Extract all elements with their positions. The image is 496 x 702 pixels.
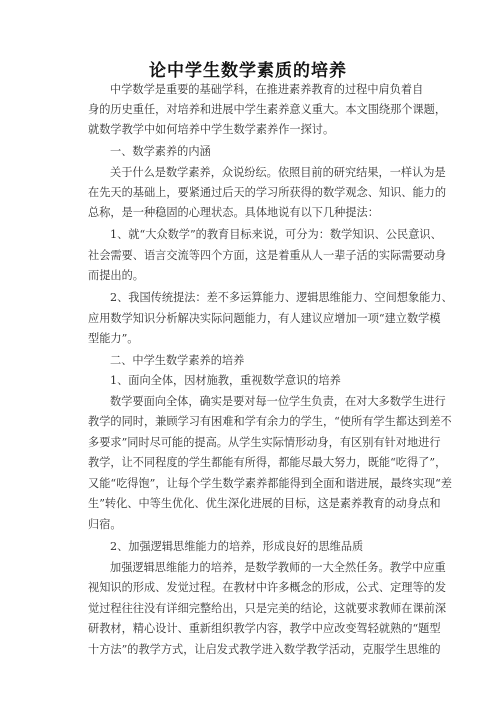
paragraph-line: 又能“吃得饱”，让每个学生数学素养都能得到全面和谐进展，最终实现“差: [88, 477, 452, 490]
paragraph-line: 关于什么是数学素养，众说纷纭。依照目前的研究结果，一样认为是: [110, 166, 446, 179]
paragraph-line: 应用数学知识分析解决实际问题能力，有人建议应增加一项“建立数学模: [88, 312, 441, 325]
paragraph-line: 视知识的形成、发觉过程。在教材中许多概念的形成，公式、定理等的发: [88, 581, 447, 594]
paragraph-line: 在先天的基础上，要紧通过后天的学习所获得的数学观念、知识、能力的: [88, 186, 447, 199]
subsection-heading: 1、面向全体，因材施教，重视数学意识的培养: [110, 374, 341, 387]
paragraph-line: 1、就“大众数学”的教育目标来说，可分为：数学知识、公民意识、: [110, 228, 442, 241]
paragraph-line: 中学数学是重要的基础学科，在推进素养教育的过程中肩负着自: [110, 83, 424, 96]
paragraph-line: 十方法”的教学方式，让启发式教学进入数学教学活动，克服学生思维的: [88, 643, 441, 656]
paragraph-line: 教学的同时，兼顾学习有困难和学有余力的学生，“使所有学生都达到差不: [88, 415, 452, 428]
paragraph-line: 就数学教学中如何培养中学生数学素养作一探讨。: [88, 123, 335, 136]
subsection-heading: 2、加强逻辑思维能力的培养，形成良好的思维品质: [110, 540, 364, 553]
page-title: 论中学生数学素质的培养: [149, 61, 347, 81]
paragraph-line: 数学要面向全体，确实是要对每一位学生负责，在对大多数学生进行: [110, 395, 446, 408]
paragraph-line: 身的历史重任，对培养和进展中学生素养意义重大。本文围绕那个课题，: [88, 103, 447, 116]
paragraph-line: 2、我国传统提法：差不多运算能力、逻辑思维能力、空间想象能力、: [110, 291, 453, 304]
paragraph-line: 研教材，精心设计、重新组织教学内容，教学中应改变驾轻就熟的“题型: [88, 622, 441, 635]
section-heading: 一、数学素养的内涵: [110, 145, 211, 158]
paragraph-line: 多要求”同时尽可能的提高。从学生实际情形动身，有区别有针对地进行: [88, 436, 441, 449]
paragraph-line: 加强逻辑思维能力的培养，是数学教师的一大全然任务。教学中应重: [110, 561, 446, 574]
paragraph-line: 而提出的。: [88, 269, 144, 282]
paragraph-line: 教学，让不同程度的学生都能有所得，都能尽最大努力，既能“吃得了”，: [88, 456, 447, 469]
paragraph-line: 归宿。: [88, 518, 122, 531]
paragraph-line: 生”转化、中等生优化、优生深化进展的目标，这是素养教育的动身点和: [88, 497, 441, 510]
section-heading: 二、中学生数学素养的培养: [110, 354, 245, 367]
paragraph-line: 型能力”。: [88, 332, 139, 345]
paragraph-line: 社会需要、语言交流等四个方面，这是着重从人一辈子活的实际需要动身: [88, 249, 447, 262]
paragraph-line: 总称，是一种稳固的心理状态。具体地说有以下几种提法：: [88, 206, 379, 219]
paragraph-line: 觉过程往往没有详细完整给出，只是完美的结论，这就要求教师在课前深: [88, 602, 447, 615]
